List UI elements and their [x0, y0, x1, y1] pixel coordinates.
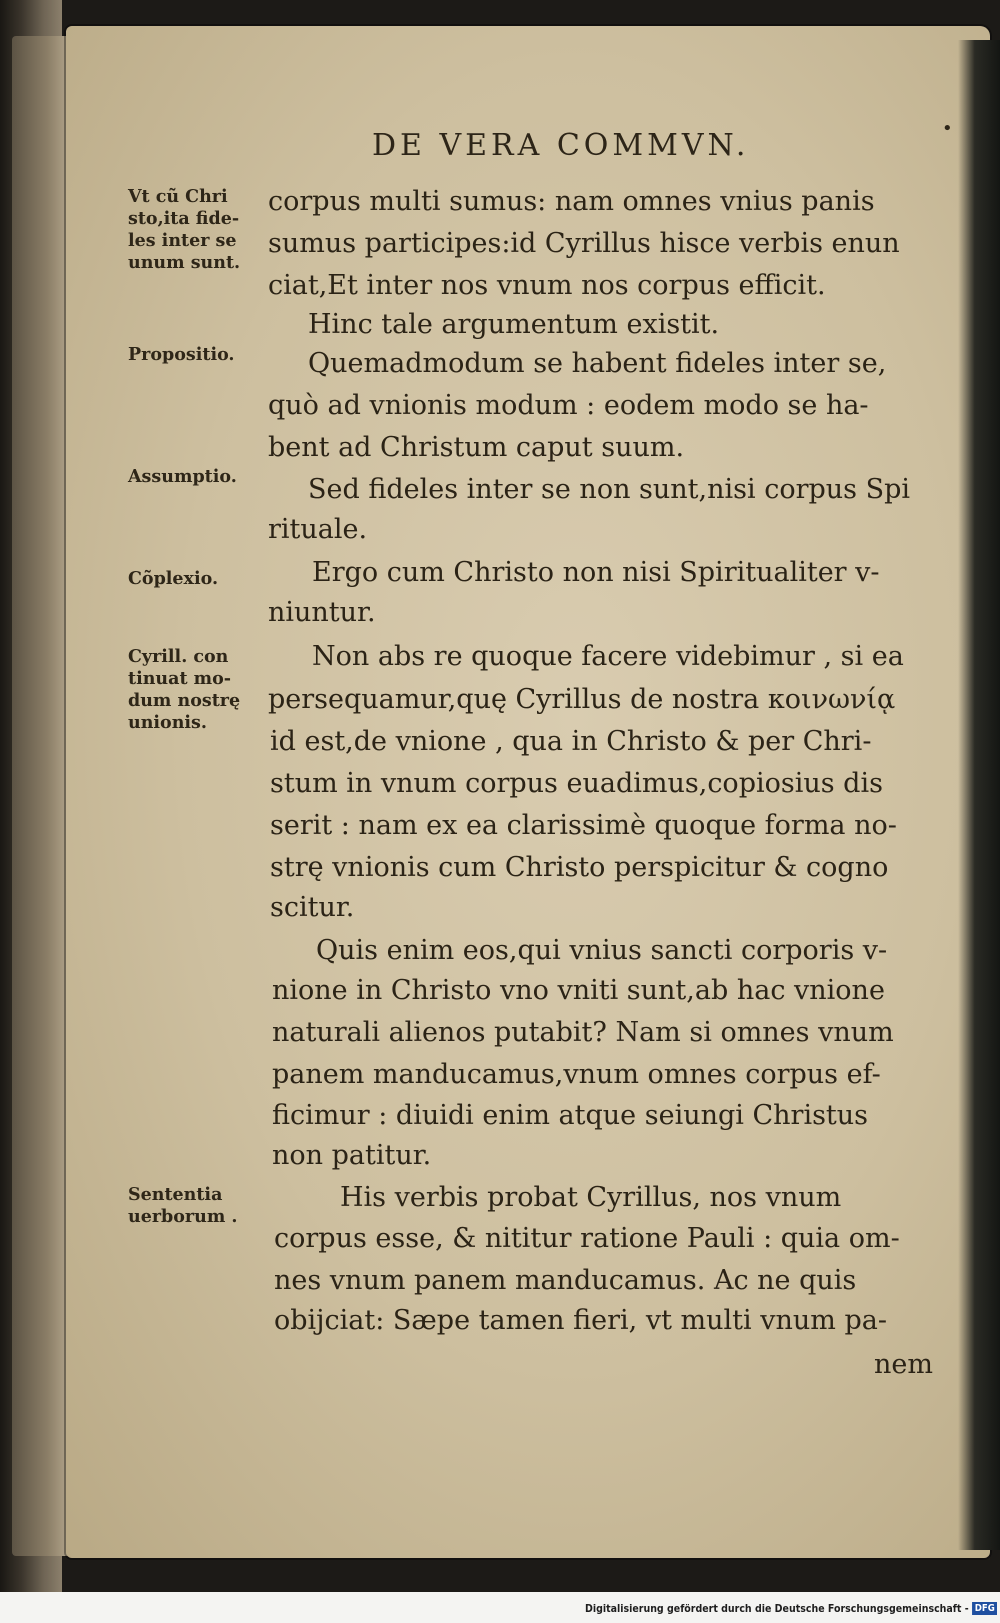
text-line: panem manducamus,vnum omnes corpus ef- [272, 1059, 881, 1090]
text-line: serit : nam ex ea clarissimè quoque forma no- [270, 810, 897, 841]
text-line: ficimur : diuidi enim atque seiungi Christus [272, 1100, 869, 1131]
previous-pages-edge [12, 36, 70, 1556]
credit-text: Digitalisierung gefördert durch die Deutsche Forschungsgemeinschaft - [585, 1601, 969, 1615]
margin-note-6 [128, 1184, 266, 1228]
text-line: persequamur,quę Cyrillus de nostra κοινωνίᾳ [268, 684, 896, 715]
text-line: Sed fideles inter se non sunt,nisi corpus Spi [308, 474, 911, 505]
text-line: id est,de vnione , qua in Christo & per Chri- [270, 726, 872, 757]
text-line: nem [874, 1349, 933, 1380]
text-line: nes vnum panem manducamus. Ac ne quis [274, 1265, 857, 1296]
text-line: obijciat: Sæpe tamen fieri, vt multi vnum pa- [274, 1305, 887, 1336]
text-line: stum in vnum corpus euadimus,copiosius dis [270, 768, 883, 799]
margin-note-line: Propositio. [128, 344, 235, 365]
margin-note-5 [128, 646, 266, 734]
margin-note-2 [128, 344, 266, 366]
page-right-shadow [958, 40, 1000, 1550]
text-line: niuntur. [268, 597, 376, 628]
text-line: rituale. [268, 514, 368, 545]
margin-note-line: Assumptio. [128, 466, 237, 487]
text-line: naturali alienos putabit? Nam si omnes vnum [272, 1017, 894, 1048]
text-line: corpus esse, & nititur ratione Pauli : quia om- [274, 1223, 900, 1254]
margin-note-line: uerborum . [128, 1206, 238, 1227]
text-line: scitur. [270, 892, 355, 923]
running-head: DE VERA COMMVN. [372, 128, 750, 163]
text-line: strę vnionis cum Christo perspicitur & cogno [270, 852, 889, 883]
margin-note-line: Sententia [128, 1184, 223, 1205]
text-line: Hinc tale argumentum existit. [308, 309, 720, 340]
margin-note-line: sto,ita fide- [128, 208, 240, 229]
margin-note-line: dum nostrę [128, 690, 241, 711]
margin-note-line: tinuat mo- [128, 668, 232, 689]
margin-note-line: unionis. [128, 712, 207, 733]
margin-note-line: Vt cũ Chri [128, 186, 228, 207]
margin-note-line: Cyrill. con [128, 646, 229, 667]
dfg-logo-icon: DFG [972, 1602, 997, 1615]
text-line: Ergo cum Christo non nisi Spiritualiter v- [312, 557, 880, 588]
text-line: nione in Christo vno vniti sunt,ab hac vnione [272, 975, 885, 1006]
text-line: corpus multi sumus: nam omnes vnius panis [268, 186, 875, 217]
corner-mark: • [942, 118, 953, 139]
text-line: quò ad vnionis modum : eodem modo se ha- [268, 390, 869, 421]
text-line: non patitur. [272, 1140, 432, 1171]
margin-note-line: unum sunt. [128, 252, 241, 273]
text-line: His verbis probat Cyrillus, nos vnum [340, 1182, 842, 1213]
digitization-credit [585, 1598, 997, 1618]
text-line: Quemadmodum se habent fideles inter se, [308, 348, 887, 379]
text-line: ciat,Et inter nos vnum nos corpus efficit. [268, 270, 826, 301]
margin-note-line: les inter se [128, 230, 237, 251]
text-line: Non abs re quoque facere videbimur , si ea [312, 641, 904, 672]
margin-note-1 [128, 186, 266, 274]
margin-note-line: Cõplexio. [128, 568, 219, 589]
margin-note-3 [128, 466, 266, 488]
text-line: Quis enim eos,qui vnius sancti corporis v- [316, 935, 888, 966]
text-line: sumus participes:id Cyrillus hisce verbis enun [268, 228, 900, 259]
text-line: bent ad Christum caput suum. [268, 432, 685, 463]
margin-note-4 [128, 568, 266, 590]
